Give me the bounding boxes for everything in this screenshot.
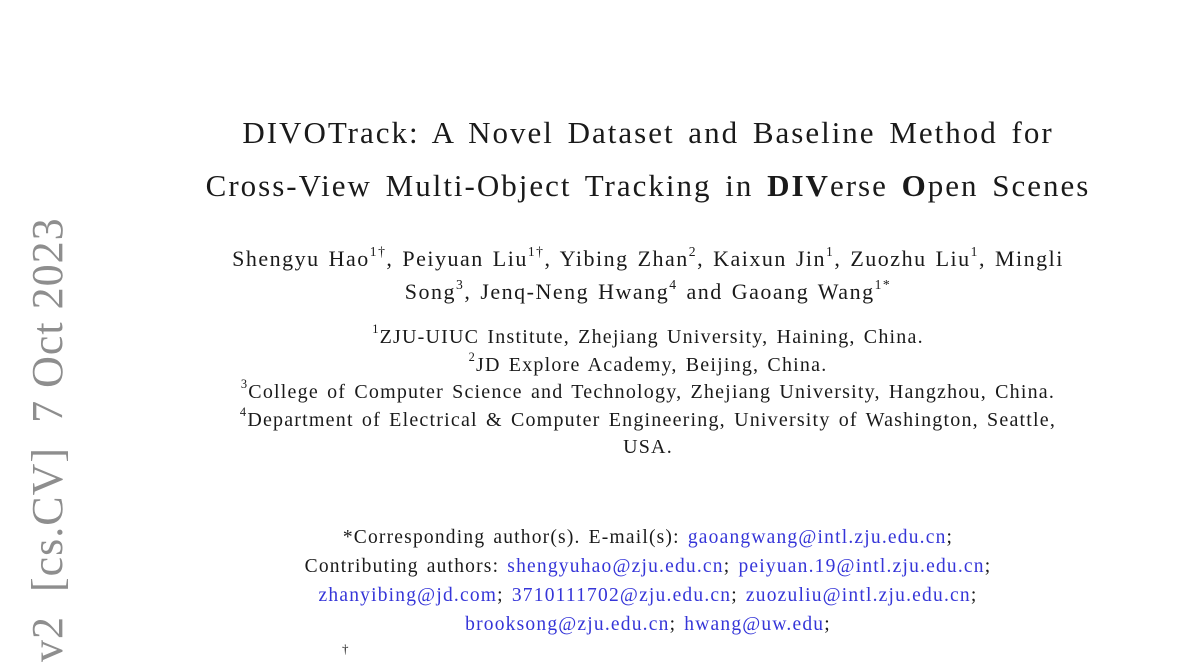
email-link[interactable]: peiyuan.19@intl.zju.edu.cn [738,556,985,577]
contact-emails-line3 [96,581,1200,610]
superscript-marker: 1* [874,276,892,292]
affiliation-4 [96,404,1200,435]
text-segment: DIVOTrack: A Novel Dataset and Baseline Method for [242,115,1054,150]
affiliation-4-cont [96,434,1200,462]
affiliation-2 [96,349,1200,380]
text-segment: Department of Electrical & Computer Engineering, University of Washington, Seattle, [247,408,1057,431]
author-list [96,242,1200,308]
affiliation-1 [96,324,1200,352]
paper-title-line2 [96,159,1200,212]
text-segment: pen Scenes [927,168,1091,203]
text-segment: , Peiyuan Liu [386,246,528,271]
arxiv-watermark: v2 [cs.CV] 7 Oct 2023 [23,217,72,662]
text-segment: , Zuozhu Liu [834,246,971,271]
superscript-marker: 1 [826,243,835,259]
affiliation-list [96,324,1200,462]
text-segment: JD Explore Academy, Beijing, China. [475,353,828,376]
email-link[interactable]: brooksong@zju.edu.cn [465,614,670,635]
text-segment: ZJU-UIUC Institute, Zhejiang University, Haining, China. [379,326,924,348]
superscript-marker: 3 [240,377,249,392]
footnote-dagger-partial: † [342,641,349,656]
email-link[interactable]: zhanyibing@jd.com [318,585,498,606]
email-link[interactable]: shengyuhao@zju.edu.cn [507,556,724,577]
superscript-marker: 1 [372,322,380,337]
text-segment: ; [723,556,739,577]
text-segment: Song [404,279,457,304]
corresponding-author-line [96,523,1200,552]
superscript-marker: 1† [527,243,545,259]
email-link[interactable]: gaoangwang@intl.zju.edu.cn [687,527,947,548]
email-link[interactable]: hwang@uw.edu [684,614,825,635]
text-segment: , Jenq-Neng Hwang [464,279,670,304]
text-segment: College of Computer Science and Technology, Zhejiang University, Hangzhou, China. [248,381,1056,403]
text-segment: ; [824,614,831,635]
contact-emails-line4 [96,610,1200,639]
text-segment: ; [497,585,512,606]
text-segment: and Gaoang Wang [677,279,875,304]
paper-title-line1 [96,106,1200,159]
superscript-marker: 1† [369,243,387,259]
text-segment: O [901,168,928,203]
text-segment: ; [946,527,954,548]
author-line1 [96,242,1200,275]
email-link[interactable]: 3710111702@zju.edu.cn [511,585,732,606]
superscript-marker: 2 [688,243,698,259]
contributing-authors-line [96,552,1200,581]
text-segment: , Kaixun Jin [697,246,827,271]
text-segment: ; [669,614,685,635]
text-segment: ; [731,585,746,606]
author-line2 [96,275,1200,308]
email-link[interactable]: zuozuliu@intl.zju.edu.cn [745,585,971,606]
text-segment: Contributing authors: [304,556,508,577]
text-segment: ; [984,556,992,577]
text-segment: ; [970,585,978,606]
text-segment: DIV [767,168,830,203]
text-segment: , Yibing Zhan [544,246,689,271]
text-segment: Cross-View Multi-Object Tracking in [205,168,768,203]
superscript-marker: 4 [239,404,248,419]
text-segment: USA. [623,436,673,458]
paper-title [96,106,1200,212]
superscript-marker: 1 [970,243,979,259]
superscript-marker: 2 [468,349,476,364]
superscript-marker: 4 [669,276,678,292]
superscript-marker: 3 [456,276,465,292]
text-segment: , Mingli [978,246,1064,271]
affiliation-3 [96,379,1200,407]
contact-section [96,523,1200,639]
text-segment: erse [829,168,902,203]
text-segment: Shengyu Hao [232,246,370,271]
text-segment: *Corresponding author(s). E-mail(s): [342,527,688,548]
